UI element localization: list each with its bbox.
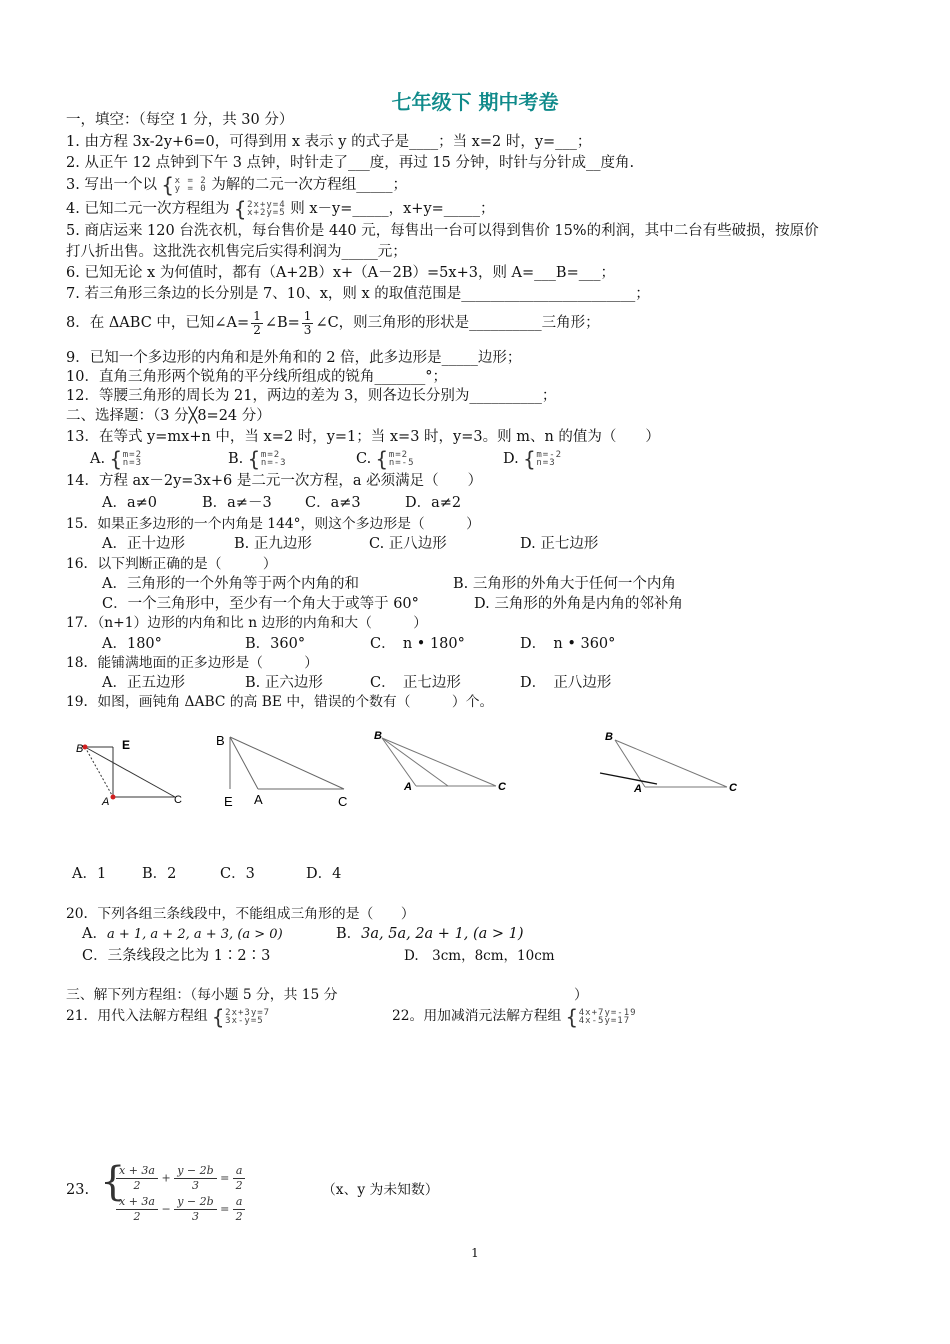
figure-2: [212, 725, 362, 815]
question-8-part1: 8．在 ΔABC 中，已知∠A=: [66, 315, 250, 331]
question-23-note: （x、y 为未知数）: [322, 1182, 439, 1198]
q20-option-b: B．3a, 5a, 2a + 1, (a > 1): [336, 926, 524, 942]
equation-system-image: {2x+3y=7 3x-y=5: [212, 1004, 271, 1029]
q19-option-d: D．4: [306, 866, 342, 882]
question-23-equation-1: $\frac{x + 3a}{2}$ + $\frac{y - 2b}{3}$ = $\frac{a}{2}$: [116, 1164, 245, 1193]
figure-2-label-a: A: [254, 792, 263, 807]
question-14: 14．方程 ax－2y=3x+6 是二元一次方程，a 必须满足（ ）: [66, 473, 483, 489]
question-20: 20．下列各组三条线段中，不能组成三角形的是（ ）: [66, 906, 415, 922]
q18-option-a: A．正五边形: [102, 675, 185, 691]
section-solve-equations-close: ）: [574, 987, 588, 1003]
equation-system-image: {m=2 n=3: [109, 447, 143, 471]
q15-option-c: C. 正八边形: [369, 536, 447, 552]
question-5-line1: 5. 商店运来 120 台洗衣机，每台售价是 440 元，每售出一台可以得到售价 15%的利润，其中二台有些破损，按原价: [66, 223, 819, 239]
question-22-text: 22。用加减消元法解方程组: [392, 1008, 562, 1024]
q16-option-c: C．一个三角形中，至少有一个角大于或等于 60°: [102, 596, 419, 612]
question-23-label: 23.: [66, 1182, 90, 1198]
q18-option-d: D． 正八边形: [520, 675, 612, 691]
exam-title: 七年级下 期中考卷: [391, 90, 559, 114]
figure-3-label-a: A: [404, 781, 412, 793]
figure-4-edge: [615, 740, 645, 787]
question-18: 18．能铺满地面的正多边形是（ ）: [66, 655, 319, 671]
figure-4: [595, 725, 755, 805]
question-16: 16．以下判断正确的是（ ）: [66, 556, 277, 572]
question-21-text: 21．用代入法解方程组: [66, 1008, 208, 1024]
question-1: 1. 由方程 3x-2y+6=0，可得到用 x 表示 y 的式子是____；当 x=2 时，y=___；: [66, 134, 592, 150]
q17-option-a: A．180°: [102, 636, 162, 652]
question-2: 2. 从正午 12 点钟到下午 3 点钟，时针走了___度，再过 15 分钟，时针与分针成__度角.: [66, 155, 635, 171]
question-13: 13．在等式 y=mx+n 中，当 x=2 时，y=1；当 x=3 时，y=3。则 m、n 的值为（ ）: [66, 429, 660, 445]
question-4-suffix: 则 x－y=_____，x+y=_____；: [290, 201, 495, 217]
question-8: [66, 305, 600, 341]
q17-option-d: D． n • 360°: [520, 636, 616, 652]
question-8-part3: ∠C，则三角形的形状是__________三角形；: [315, 315, 600, 331]
figure-1: [70, 725, 200, 815]
q14-option-c: C．a≠3: [305, 495, 361, 511]
q15-option-b: B. 正九边形: [234, 536, 312, 552]
figure-1-label-b: B: [76, 743, 84, 755]
q18-option-c: C． 正七边形: [370, 675, 461, 691]
q17-option-b: B．360°: [245, 636, 306, 652]
figure-2-edge: [230, 737, 344, 789]
question-4: [66, 199, 495, 219]
question-8-part2: ∠B=: [264, 315, 300, 331]
section-multiple-choice: 二、选择题：（3 分╳8=24 分）: [66, 408, 271, 424]
question-9: 9．已知一个多边形的内角和是外角和的 2 倍，此多边形是_____边形；: [66, 350, 522, 366]
figure-4-label-b: B: [605, 731, 613, 743]
question-22: [392, 1004, 637, 1029]
section-fill-blank: 一，填空：（每空 1 分，共 30 分）: [66, 112, 294, 128]
q15-option-a: A．正十边形: [102, 536, 185, 552]
question-4-prefix: 4. 已知二元一次方程组为: [66, 201, 230, 217]
q14-option-a: A．a≠0: [102, 495, 157, 511]
fraction-one-third: $\frac{1}{3}$: [303, 308, 312, 337]
figure-1-point-a: [111, 795, 116, 800]
q13-option-c: C. {m=2 n=-5: [356, 447, 415, 471]
q14-option-b: B．a≠－3: [202, 495, 272, 511]
question-17: 17．（n+1）边形的内角和比 n 边形的内角和大（ ）: [66, 615, 428, 631]
q20-option-a: A．a + 1, a + 2, a + 3, (a > 0): [82, 926, 283, 942]
q13-option-a: A. {m=2 n=3: [90, 447, 143, 471]
question-19: 19．如图，画钝角 ΔABC 的高 BE 中，错误的个数有（ ）个。: [66, 694, 494, 710]
q16-option-d: D. 三角形的外角是内角的邻补角: [474, 596, 683, 612]
equation-system-image: {m=2 n=-3: [247, 447, 287, 471]
question-23-equation-system: [116, 1164, 245, 1224]
figure-2-label-b: B: [216, 733, 225, 748]
figure-4-edge: [615, 740, 727, 787]
equation-system-image: {m=-2 n=3: [523, 447, 563, 471]
figure-1-label-a: A: [102, 796, 110, 808]
section-solve-equations: 三、解下列方程组：（每小题 5 分，共 15 分: [66, 987, 338, 1003]
equation-system-image: {x = 2 y = 0: [161, 173, 207, 197]
figure-4-label-c: C: [729, 782, 737, 794]
equation-system-image: {m=2 n=-5: [375, 447, 415, 471]
fraction-one-half: $\frac{1}{2}$: [253, 308, 261, 337]
question-10: 10．直角三角形两个锐角的平分线所组成的锐角_______°；: [66, 369, 447, 385]
equation-system-image: {4x+7y=-19 4x-5y=17: [565, 1004, 637, 1029]
q19-option-b: B．2: [142, 866, 177, 882]
q16-option-b: B. 三角形的外角大于任何一个内角: [453, 576, 676, 592]
question-21: [66, 1004, 271, 1029]
q15-option-d: D. 正七边形: [520, 536, 599, 552]
q14-option-d: D．a≠2: [405, 495, 462, 511]
question-3: [66, 175, 407, 195]
question-3-suffix: 为解的二元一次方程组_____；: [211, 177, 408, 193]
q17-option-c: C． n • 180°: [370, 636, 465, 652]
q16-option-a: A．三角形的一个外角等于两个内角的和: [102, 576, 359, 592]
q20-option-d: D. 3cm，8cm，10cm: [404, 948, 555, 964]
q18-option-b: B. 正六边形: [245, 675, 323, 691]
q19-option-c: C．3: [220, 866, 255, 882]
q20-option-c: C．三条线段之比为 1∶2∶3: [82, 948, 271, 964]
figure-3: [368, 725, 528, 805]
figure-4-edge: [600, 773, 657, 784]
figure-3-label-b: B: [374, 730, 382, 742]
figure-1-label-c: C: [174, 794, 182, 806]
question-6: 6. 已知无论 x 为何值时，都有（A+2B）x+（A－2B）=5x+3，则 A=___B=___；: [66, 265, 615, 281]
q19-option-a: A．1: [72, 866, 107, 882]
question-15: 15．如果正多边形的一个内角是 144°，则这个多边形是（ ）: [66, 516, 480, 532]
equation-system-brace: {: [100, 1159, 126, 1205]
question-3-prefix: 3. 写出一个以: [66, 177, 157, 193]
figure-1-label-e: E: [122, 738, 131, 752]
question-12: 12．等腰三角形的周长为 21，两边的差为 3，则各边长分别为__________；: [66, 388, 557, 404]
equation-system-image: {2x+y=4 x+2y=5: [234, 197, 286, 221]
q13-option-d: D. {m=-2 n=3: [503, 447, 563, 471]
figure-4-label-a: A: [634, 783, 642, 795]
figure-2-edge: [230, 737, 258, 789]
figure-3-label-c: C: [498, 781, 506, 793]
figure-2-label-e: E: [224, 794, 233, 809]
question-23-equation-2: $\frac{x + 3a}{2}$ − $\frac{y - 2b}{3}$ = $\frac{a}{2}$: [116, 1195, 245, 1224]
question-7: 7. 若三角形三条边的长分别是 7、10、x，则 x 的取值范围是________________________；: [66, 286, 650, 302]
q13-option-b: B. {m=2 n=-3: [228, 447, 287, 471]
question-5-line2: 打八折出售。这批洗衣机售完后实得利润为_____元；: [66, 244, 407, 260]
page-number: 1: [471, 1246, 479, 1260]
figure-2-label-c: C: [338, 794, 348, 809]
